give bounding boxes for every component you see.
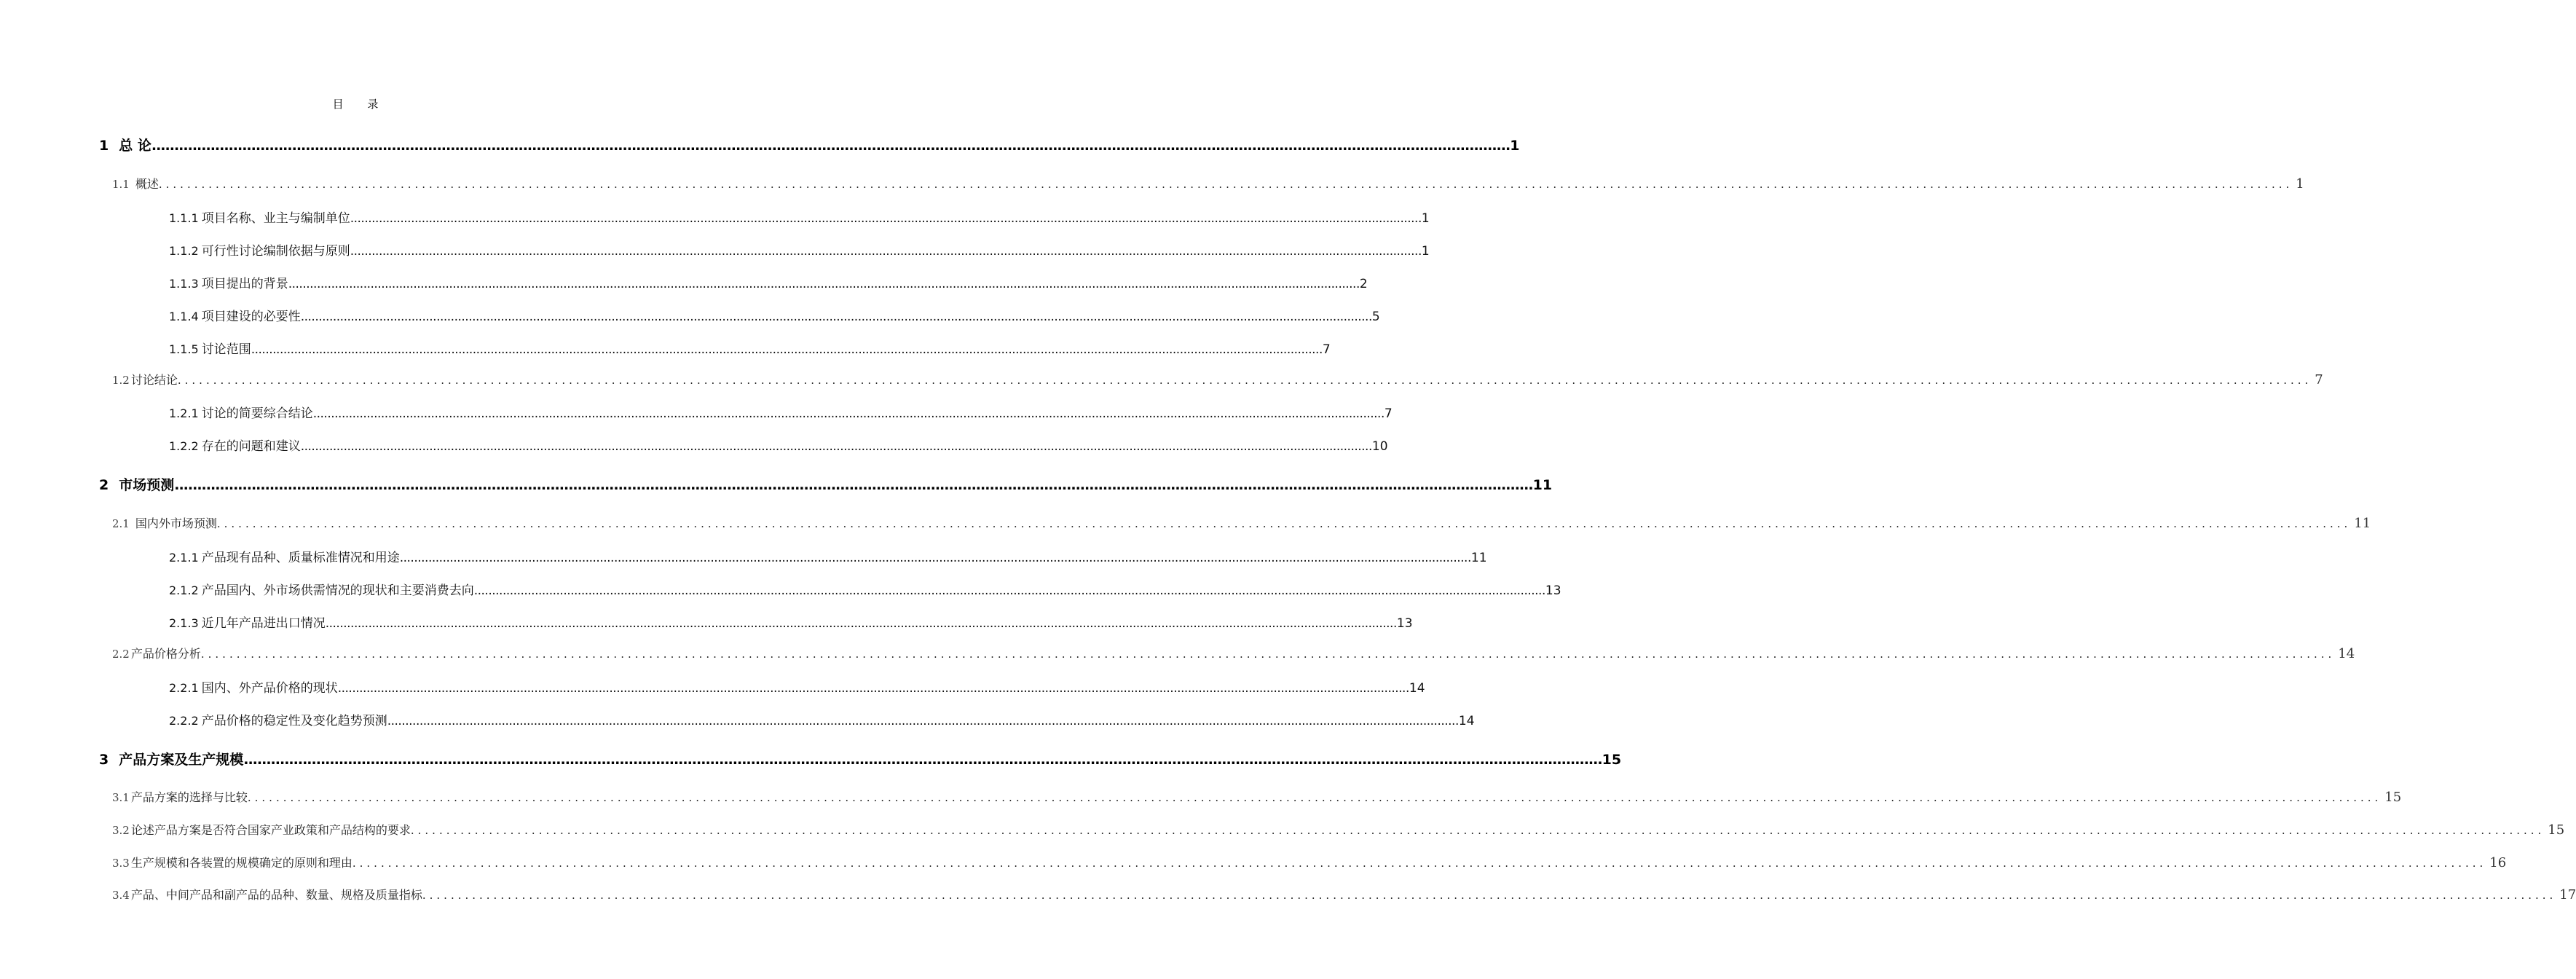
toc-entry-page: 7 [1384, 406, 1393, 421]
toc-entry-number: 2.1.3 [169, 616, 199, 630]
toc-entry-label: 存在的问题和建议 [201, 439, 301, 454]
toc-entry-page: 1 [1421, 211, 1430, 226]
toc-entry-number: 3.4 [112, 889, 130, 902]
toc-entry[interactable] [112, 514, 2371, 531]
toc-entry-number: 2 [99, 477, 109, 493]
toc-entry-label: 讨论范围 [201, 342, 251, 357]
toc-entry-number: 2.2 [112, 648, 130, 661]
toc-entry[interactable] [112, 821, 2565, 838]
toc-leader-dots: ............................................................................................................................................................................................................................................................................................................ [216, 517, 2352, 530]
toc-entry-number: 3 [99, 752, 109, 768]
toc-entry-page: 16 [2489, 855, 2507, 870]
toc-entry-label: 产品价格的稳定性及变化趋势预测 [201, 714, 387, 728]
toc-entry-page: 1 [1421, 244, 1430, 259]
toc-entry-page: 14 [1458, 714, 1475, 728]
toc-entry-page: 5 [1371, 310, 1380, 324]
toc-entry-label: 论述产品方案是否符合国家产业政策和产品结构的要求 [130, 823, 411, 837]
toc-entry-page: 13 [1545, 583, 1561, 598]
toc-entry-label: 项目提出的背景 [201, 277, 288, 291]
toc-leader-dots: ............................................................................................................................................................................................................................................................................................................ [312, 406, 1384, 421]
toc-entry-label: 近几年产品进出口情况 [201, 616, 326, 631]
toc-entry-label: 产品方案及生产规模 [119, 752, 244, 768]
toc-entry[interactable] [112, 886, 2576, 903]
toc-entry-label: 国内、外产品价格的现状 [201, 681, 338, 696]
toc-leader-dots: ............................................................................................................................................................................................................................................................................................................ [325, 616, 1397, 631]
toc-leader-dots: ............................................................................................................................................................................................................................................................................................................ [387, 714, 1459, 728]
toc-entry[interactable] [169, 677, 1425, 696]
toc-entry[interactable] [169, 208, 1430, 226]
toc-leader-dots: ............................................................................................................................................................................................................................................................................................................ [422, 889, 2557, 902]
toc-leader-dots: ............................................................................................................................................................................................................................................................................................................ [352, 857, 2487, 870]
toc-entry-label: 讨论的简要综合结论 [201, 406, 313, 421]
toc-leader-dots: ............................................................................................................................................................................................................................................................................................................ [174, 477, 1533, 493]
toc-entry-label: 项目名称、业主与编制单位 [201, 211, 350, 226]
toc-leader-dots: ............................................................................................................................................................................................................................................................................................................ [247, 791, 2382, 804]
toc-entry-number: 1.2.1 [169, 406, 199, 420]
toc-entry[interactable] [169, 403, 1393, 421]
toc-entry-label: 产品、中间产品和副产品的品种、数量、规格及质量指标 [130, 888, 422, 902]
toc-entry-label: 产品国内、外市场供需情况的现状和主要消费去向 [201, 583, 474, 598]
toc-entry-number: 1.2 [112, 374, 130, 387]
toc-entry-number: 1 [99, 138, 109, 154]
toc-entry[interactable] [99, 135, 1520, 154]
toc-entry[interactable] [112, 175, 2304, 192]
toc-entry-label: 产品方案的选择与比较 [130, 790, 248, 804]
toc-entry-label: 国内外市场预测 [135, 516, 217, 530]
toc-entry[interactable] [169, 710, 1475, 728]
toc-entry-page: 11 [2354, 516, 2371, 531]
toc-leader-dots: ............................................................................................................................................................................................................................................................................................................ [350, 211, 1422, 226]
toc-entry[interactable] [169, 273, 1368, 291]
toc-entry-number: 3.3 [112, 857, 130, 870]
toc-entry[interactable] [99, 749, 1622, 768]
toc-leader-dots: ............................................................................................................................................................................................................................................................................................................ [177, 374, 2312, 387]
toc-entry-number: 2.1.1 [169, 551, 199, 565]
toc-entry-label: 市场预测 [119, 477, 175, 493]
toc-entry[interactable] [169, 613, 1413, 631]
toc-entry-number: 2.1.2 [169, 583, 199, 597]
toc-entry-page: 7 [1322, 342, 1331, 357]
toc-entry-page: 11 [1470, 551, 1487, 565]
toc-entry-number: 2.2.1 [169, 681, 199, 695]
toc-entry-page: 14 [2338, 646, 2355, 661]
toc-entry-number: 1.1 [112, 178, 130, 191]
toc-entry[interactable] [112, 788, 2402, 805]
toc-leader-dots: ............................................................................................................................................................................................................................................................................................................ [158, 178, 2293, 191]
toc-entry-label: 产品价格分析 [130, 647, 201, 661]
toc-entry-page: 15 [2384, 790, 2402, 805]
toc-entry[interactable] [99, 474, 1553, 494]
toc-entry-number: 1.1.2 [169, 244, 199, 258]
toc-entry-page: 13 [1396, 616, 1413, 631]
toc-entry-label: 产品现有品种、质量标准情况和用途 [201, 551, 400, 565]
toc-entry[interactable] [112, 645, 2355, 661]
toc-entry-label: 总 论 [119, 138, 151, 154]
toc-entry-page: 15 [1602, 752, 1622, 768]
toc-entry[interactable] [169, 580, 1561, 598]
toc-entry-number: 3.1 [112, 791, 130, 804]
toc-entry-number: 1.1.1 [169, 211, 199, 225]
toc-entry[interactable] [112, 854, 2507, 870]
toc-leader-dots: ............................................................................................................................................................................................................................................................................................................ [399, 551, 1471, 565]
toc-entry-page: 10 [1371, 439, 1388, 454]
toc-leader-dots: ............................................................................................................................................................................................................................................................................................................ [151, 138, 1510, 154]
toc-leader-dots: ............................................................................................................................................................................................................................................................................................................ [243, 752, 1602, 768]
toc-leader-dots: ............................................................................................................................................................................................................................................................................................................ [410, 824, 2545, 837]
toc-entry-number: 1.1.3 [169, 277, 199, 291]
toc-entry-number: 2.2.2 [169, 714, 199, 728]
toc-entry-number: 2.1 [112, 517, 130, 530]
toc-entry-number: 1.1.4 [169, 310, 199, 323]
toc-entry[interactable] [169, 339, 1331, 357]
toc-entry-page: 11 [1532, 477, 1553, 493]
toc-leader-dots: ............................................................................................................................................................................................................................................................................................................ [251, 342, 1323, 357]
toc-entry-page: 17 [2559, 887, 2576, 903]
toc-entry-number: 3.2 [112, 824, 130, 837]
toc-leader-dots: ............................................................................................................................................................................................................................................................................................................ [288, 277, 1360, 291]
toc-leader-dots: ............................................................................................................................................................................................................................................................................................................ [300, 310, 1372, 324]
toc-title: 目 录 [332, 98, 389, 111]
toc-entry-page: 15 [2548, 822, 2565, 838]
toc-entry-page: 2 [1359, 277, 1368, 291]
toc-entry-page: 7 [2315, 372, 2323, 388]
toc-entry-label: 生产规模和各装置的规模确定的原则和理由 [130, 856, 352, 870]
toc-entry[interactable] [112, 371, 2323, 388]
toc-entry-label: 讨论结论 [130, 373, 178, 387]
toc-entry-label: 项目建设的必要性 [201, 310, 301, 324]
toc-leader-dots: ............................................................................................................................................................................................................................................................................................................ [200, 648, 2336, 661]
toc-entry-page: 1 [2296, 176, 2304, 192]
toc-leader-dots: ............................................................................................................................................................................................................................................................................................................ [473, 583, 1545, 598]
toc-leader-dots: ............................................................................................................................................................................................................................................................................................................ [350, 244, 1422, 259]
toc-entry-number: 1.1.5 [169, 342, 199, 356]
toc-entry-label: 可行性讨论编制依据与原则 [201, 244, 350, 259]
toc-entry-label: 概述 [135, 177, 159, 191]
toc-entry-page: 14 [1409, 681, 1425, 696]
toc-entry-page: 1 [1510, 138, 1520, 154]
toc-entry-number: 1.2.2 [169, 439, 199, 453]
toc-leader-dots: ............................................................................................................................................................................................................................................................................................................ [300, 439, 1372, 454]
toc-entry[interactable] [169, 240, 1430, 259]
toc-entry[interactable] [169, 436, 1388, 454]
toc-entry[interactable] [169, 547, 1487, 565]
toc-leader-dots: ............................................................................................................................................................................................................................................................................................................ [337, 681, 1409, 696]
toc-entry[interactable] [169, 306, 1380, 324]
